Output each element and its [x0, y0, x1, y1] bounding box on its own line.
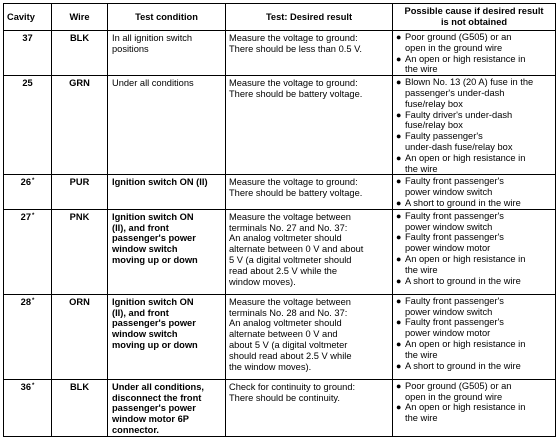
possible-cause-item	[395, 153, 555, 175]
test-condition-line: (II), and front	[112, 307, 169, 318]
cavity-cell	[4, 175, 52, 209]
bullet-icon: ●	[396, 253, 402, 264]
test-condition-line: passenger's power	[112, 318, 196, 329]
desired-result-line: about 5 V (a digital voltmeter	[229, 339, 348, 350]
desired-result-line: There should be less than 0.5 V.	[229, 43, 363, 54]
possible-cause-list	[395, 381, 555, 424]
possible-cause-line: Blown No. 13 (20 A) fuse in the	[405, 77, 534, 88]
possible-cause-item	[395, 381, 555, 403]
bullet-icon: ●	[396, 152, 402, 163]
desired-result-line: read about 2.5 V while the	[229, 265, 338, 276]
cavity-marker: *	[32, 212, 35, 219]
possible-cause-line: Poor ground (G505) or an	[405, 32, 512, 42]
cavity-cell	[4, 76, 52, 175]
possible-cause-line: An open or high resistance in	[405, 152, 526, 163]
cavity-cell	[4, 31, 52, 76]
possible-cause-line: Faulty front passenger's	[405, 295, 504, 306]
possible-cause-cell	[393, 379, 556, 436]
possible-cause-line: Faulty driver's under-dash	[405, 109, 513, 120]
desired-result-cell	[226, 76, 393, 175]
possible-cause-item	[395, 198, 555, 209]
possible-cause-item	[395, 296, 555, 318]
possible-cause-line: the wire	[405, 163, 438, 174]
possible-cause-cell	[393, 294, 556, 379]
possible-cause-line: power window switch	[405, 221, 493, 232]
desired-result-line: Measure the voltage between	[229, 296, 351, 307]
test-condition-line: window motor 6P	[112, 414, 189, 425]
possible-cause-line: the wire	[405, 64, 438, 75]
possible-cause-line: open in the ground wire	[405, 42, 503, 53]
possible-cause-line: Poor ground (G505) or an	[405, 380, 512, 391]
possible-cause-line: power window motor	[405, 328, 491, 339]
cavity-cell	[4, 294, 52, 379]
bullet-icon: ●	[396, 32, 402, 42]
desired-result-line: Measure the voltage to ground:	[229, 177, 358, 188]
possible-cause-line: fuse/relay box	[405, 98, 463, 109]
cavity-number: 27	[20, 211, 31, 222]
test-condition-line: moving up or down	[112, 339, 198, 350]
bullet-icon: ●	[396, 317, 402, 328]
possible-cause-line: A short to ground in the wire	[405, 360, 521, 371]
test-condition-cell	[108, 209, 226, 294]
cavity-test-table	[3, 3, 556, 437]
possible-cause-line: Faulty front passenger's	[405, 176, 504, 187]
desired-result-cell	[226, 379, 393, 436]
desired-result-line: terminals No. 27 and No. 37:	[229, 222, 348, 233]
possible-cause-cell	[393, 209, 556, 294]
desired-result-line: alternate between 0 V and about	[229, 244, 364, 255]
header-possible-cause	[393, 4, 556, 31]
header-cavity: Cavity	[4, 4, 52, 31]
possible-cause-line: fuse/relay box	[405, 120, 463, 131]
possible-cause-line: power window motor	[405, 243, 491, 254]
possible-cause-line: open in the ground wire	[405, 391, 503, 402]
bullet-icon: ●	[396, 77, 402, 88]
possible-cause-item	[395, 32, 555, 54]
possible-cause-line: Faulty front passenger's	[405, 317, 504, 328]
bullet-icon: ●	[396, 232, 402, 243]
header-test-condition: Test condition	[108, 4, 226, 31]
cavity-marker: *	[32, 382, 35, 389]
desired-result-line: An analog voltmeter should	[229, 318, 342, 329]
test-condition-line: positions	[112, 43, 149, 54]
diagnostic-table-page	[3, 3, 555, 434]
test-condition-line: Ignition switch ON	[112, 211, 194, 222]
desired-result-line: the window moves).	[229, 361, 312, 372]
possible-cause-list	[395, 77, 555, 174]
desired-result-line: alternate between 0 V and	[229, 329, 338, 340]
table-row	[4, 294, 556, 379]
table-row	[4, 175, 556, 209]
possible-cause-item	[395, 54, 555, 76]
bullet-icon: ●	[396, 402, 402, 413]
desired-result-line: Measure the voltage between	[229, 211, 351, 222]
possible-cause-item	[395, 232, 555, 254]
desired-result-line: An analog voltmeter should	[229, 233, 342, 244]
cavity-number: 28	[20, 296, 31, 307]
possible-cause-item	[395, 131, 555, 153]
possible-cause-cell	[393, 175, 556, 209]
desired-result-cell	[226, 209, 393, 294]
possible-cause-list	[395, 296, 555, 372]
cavity-number: 36	[20, 381, 31, 392]
wire-color-cell: PNK	[52, 209, 108, 294]
possible-cause-line: the wire	[405, 349, 438, 360]
possible-cause-line: A short to ground in the wire	[405, 275, 521, 286]
test-condition-line: window switch	[112, 244, 178, 255]
possible-cause-line: Faulty passenger's	[405, 131, 483, 142]
test-condition-cell	[108, 76, 226, 175]
possible-cause-cell	[393, 76, 556, 175]
desired-result-line: 5 V (a digital voltmeter should	[229, 254, 352, 265]
header-possible-cause-line-2: is not obtained	[440, 17, 508, 27]
possible-cause-line: Faulty front passenger's	[405, 232, 504, 243]
possible-cause-line: An open or high resistance in	[405, 253, 526, 264]
cavity-cell	[4, 379, 52, 436]
possible-cause-item	[395, 176, 555, 198]
possible-cause-item	[395, 77, 555, 109]
table-header-row	[4, 4, 556, 31]
possible-cause-item	[395, 211, 555, 233]
wire-color-cell: GRN	[52, 76, 108, 175]
desired-result-cell	[226, 175, 393, 209]
test-condition-line: Ignition switch ON	[112, 296, 194, 307]
bullet-icon: ●	[396, 109, 402, 120]
test-condition-cell	[108, 31, 226, 76]
possible-cause-list	[395, 211, 555, 287]
table-row	[4, 76, 556, 175]
test-condition-line: passenger's power	[112, 403, 196, 414]
possible-cause-line: An open or high resistance in	[405, 338, 526, 349]
possible-cause-line: Faulty front passenger's	[405, 210, 504, 221]
possible-cause-item	[395, 254, 555, 276]
wire-color-cell: ORN	[52, 294, 108, 379]
desired-result-line: Measure the voltage to ground:	[229, 33, 358, 43]
table-row	[4, 31, 556, 76]
possible-cause-cell	[393, 31, 556, 76]
test-condition-line: connector.	[112, 424, 160, 435]
desired-result-line: Measure the voltage to ground:	[229, 78, 358, 89]
possible-cause-item	[395, 339, 555, 361]
desired-result-line: window moves).	[229, 276, 296, 287]
bullet-icon: ●	[396, 360, 402, 371]
wire-color-cell: BLK	[52, 31, 108, 76]
desired-result-cell	[226, 31, 393, 76]
desired-result-cell	[226, 294, 393, 379]
header-wire: Wire	[52, 4, 108, 31]
test-condition-cell	[108, 379, 226, 436]
bullet-icon: ●	[396, 176, 402, 187]
desired-result-line: There should be battery voltage.	[229, 188, 363, 199]
cavity-marker: *	[32, 297, 35, 304]
wire-color-cell: PUR	[52, 175, 108, 209]
possible-cause-line: under-dash fuse/relay box	[405, 141, 513, 152]
desired-result-line: terminals No. 28 and No. 37:	[229, 307, 348, 318]
test-condition-line: Ignition switch ON (II)	[112, 177, 208, 188]
bullet-icon: ●	[396, 210, 402, 221]
cavity-marker: *	[32, 178, 35, 185]
possible-cause-line: An open or high resistance in	[405, 402, 526, 413]
desired-result-line: There should be continuity.	[229, 392, 340, 403]
test-condition-line: moving up or down	[112, 254, 198, 265]
possible-cause-item	[395, 110, 555, 132]
bullet-icon: ●	[396, 338, 402, 349]
test-condition-line: disconnect the front	[112, 392, 202, 403]
cavity-number: 25	[22, 78, 33, 89]
test-condition-line: window switch	[112, 329, 178, 340]
cavity-number: 26	[20, 177, 31, 188]
desired-result-line: There should be battery voltage.	[229, 88, 363, 99]
desired-result-line: should read about 2.5 V while	[229, 350, 352, 361]
test-condition-line: Under all conditions	[112, 78, 194, 89]
possible-cause-item	[395, 402, 555, 424]
possible-cause-item	[395, 361, 555, 372]
possible-cause-line: the wire	[405, 264, 438, 275]
possible-cause-line: power window switch	[405, 306, 493, 317]
bullet-icon: ●	[396, 131, 402, 142]
possible-cause-line: A short to ground in the wire	[405, 197, 521, 208]
test-condition-line: (II), and front	[112, 222, 169, 233]
cavity-cell	[4, 209, 52, 294]
possible-cause-line: the wire	[405, 413, 438, 424]
bullet-icon: ●	[396, 275, 402, 286]
possible-cause-item	[395, 276, 555, 287]
test-condition-cell	[108, 175, 226, 209]
table-row	[4, 379, 556, 436]
header-possible-cause-line-1: Possible cause if desired result	[404, 6, 544, 17]
possible-cause-list	[395, 32, 555, 75]
table-row	[4, 209, 556, 294]
possible-cause-line: power window switch	[405, 187, 493, 198]
possible-cause-list	[395, 176, 555, 208]
desired-result-line: Check for continuity to ground:	[229, 381, 356, 392]
possible-cause-item	[395, 317, 555, 339]
bullet-icon: ●	[396, 380, 402, 391]
cavity-number: 37	[22, 33, 33, 43]
test-condition-line: passenger's power	[112, 233, 196, 244]
bullet-icon: ●	[396, 197, 402, 208]
bullet-icon: ●	[396, 53, 402, 64]
wire-color-cell: BLK	[52, 379, 108, 436]
header-test-desired-result: Test: Desired result	[226, 4, 393, 31]
test-condition-line: In all ignition switch	[112, 33, 193, 43]
test-condition-cell	[108, 294, 226, 379]
bullet-icon: ●	[396, 295, 402, 306]
possible-cause-line: An open or high resistance in	[405, 53, 526, 64]
test-condition-line: Under all conditions,	[112, 381, 204, 392]
possible-cause-line: passenger's under-dash	[405, 87, 505, 98]
